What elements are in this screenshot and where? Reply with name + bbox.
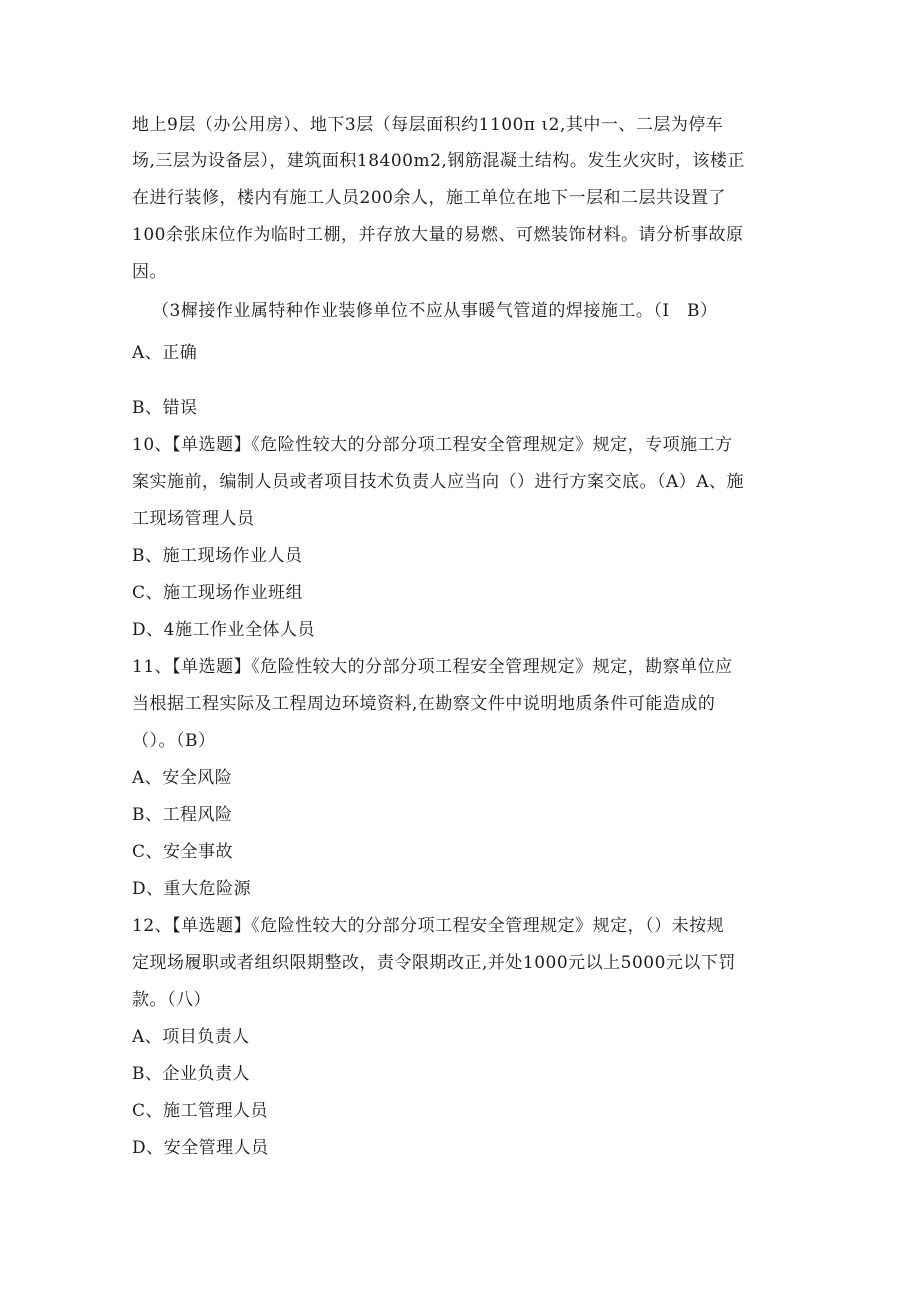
intro-line-1: 地上9层（办公用房）、地下3层（每层面积约1100π ι2,其中一、二层为停车 bbox=[132, 115, 724, 135]
q10-stem-line-3: 工现场管理人员 bbox=[132, 509, 255, 529]
q12-option-c: C、施工管理人员 bbox=[132, 1101, 269, 1121]
q12-stem-line-3: 款。（八） bbox=[132, 990, 211, 1010]
q9-stem: （3樨接作业属特种作业装修单位不应从事暖气管道的焊接施工。（I B） bbox=[152, 301, 718, 321]
q12-option-d: D、安全管理人员 bbox=[132, 1138, 269, 1158]
q9-option-a: A、正确 bbox=[132, 343, 198, 363]
q12-option-b: B、企业负责人 bbox=[132, 1064, 250, 1084]
intro-line-3: 在进行装修，楼内有施工人员200余人，施工单位在地下一层和二层共设置了 bbox=[132, 188, 726, 208]
intro-line-4: 100余张床位作为临时工棚，并存放大量的易燃、可燃装饰材料。请分析事故原 bbox=[132, 225, 744, 245]
q11-option-b: B、工程风险 bbox=[132, 805, 233, 825]
intro-line-5: 因。 bbox=[132, 262, 167, 282]
q11-stem-line-3: （）。（B） bbox=[132, 731, 216, 751]
q11-option-a: A、安全风险 bbox=[132, 768, 233, 788]
q9-option-b: B、错误 bbox=[132, 398, 198, 418]
intro-line-2: 场,三层为设备层），建筑面积18400m2,钢筋混凝土结构。发生火灾时，该楼正 bbox=[132, 151, 745, 171]
q10-stem-line-2: 案实施前，编制人员或者项目技术负责人应当向（）进行方案交底。（A）A、施 bbox=[132, 472, 745, 492]
q10-option-b: B、施工现场作业人员 bbox=[132, 546, 303, 566]
q12-stem-line-2: 定现场履职或者组织限期整改，责令限期改正,并处1000元以上5000元以下罚 bbox=[132, 953, 736, 973]
q10-stem-line-1: 10、【单选题】《危险性较大的分部分项工程安全管理规定》规定，专项施工方 bbox=[132, 435, 733, 455]
q10-option-d: D、4施工作业全体人员 bbox=[132, 620, 315, 640]
q11-stem-line-1: 11、【单选题】《危险性较大的分部分项工程安全管理规定》规定，勘察单位应 bbox=[132, 657, 733, 677]
q11-stem-line-2: 当根据工程实际及工程周边环境资料,在勘察文件中说明地质条件可能造成的 bbox=[132, 694, 716, 714]
q11-option-d: D、重大危险源 bbox=[132, 879, 252, 899]
q10-option-c: C、施工现场作业班组 bbox=[132, 583, 304, 603]
q12-option-a: A、项目负责人 bbox=[132, 1027, 250, 1047]
q12-stem-line-1: 12、【单选题】《危险性较大的分部分项工程安全管理规定》规定，（）未按规 bbox=[132, 916, 725, 936]
q11-option-c: C、安全事故 bbox=[132, 842, 234, 862]
